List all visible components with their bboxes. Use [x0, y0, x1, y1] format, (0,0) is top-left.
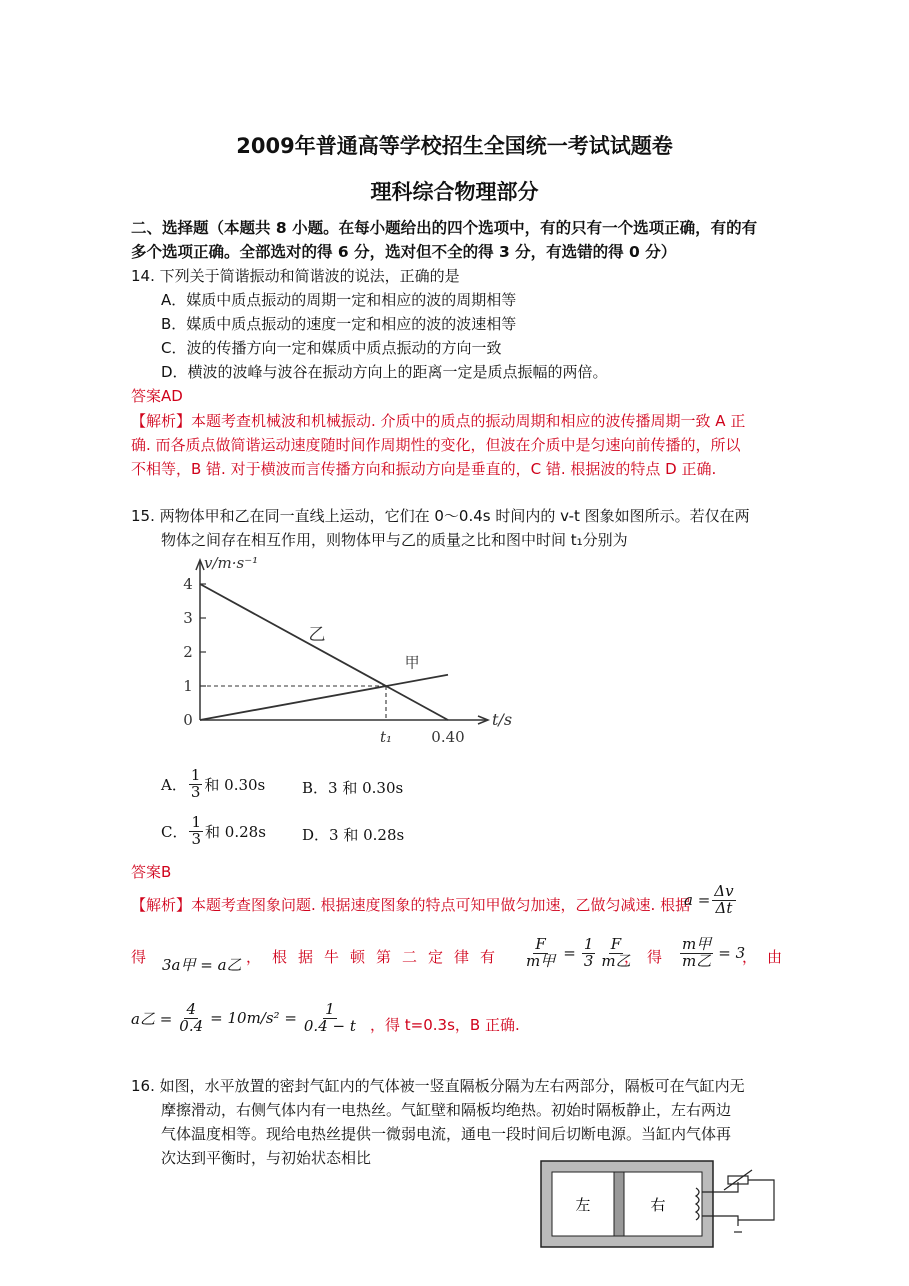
- eq3-f2-den: 0.4 − t: [303, 1016, 356, 1035]
- q15-answer: 答案B: [131, 863, 172, 881]
- q16-stem-line3: 气体温度相等。现给电热丝提供一微弱电流，通电一段时间后切断电源。当缸内气体再: [161, 1125, 732, 1143]
- eq-m-val: = 3: [718, 944, 746, 963]
- eq3-mid: = 10m/s² =: [210, 1009, 297, 1028]
- q15-option-c-label: C．: [161, 822, 188, 841]
- series-label-jia: 甲: [404, 653, 420, 672]
- q15-option-d: D．3 和 0.28s: [302, 826, 405, 844]
- eq3-f1-num: 4: [186, 1000, 196, 1018]
- q16-stem-line2: 摩擦滑动，右侧气体内有一电热丝。气缸壁和隔板均绝热。初始时隔板静止，左右两边: [161, 1101, 732, 1119]
- q14-option-b: B．媒质中质点振动的速度一定和相应的波的波速相等: [161, 315, 517, 333]
- y-tick-label: 1: [183, 677, 193, 695]
- eq-f1-num: F: [535, 935, 546, 953]
- cylinder-figure: [538, 1158, 788, 1250]
- q16-stem-line4: 次达到平衡时，与初始状态相比: [161, 1149, 372, 1167]
- eq-a-den: Δt: [715, 898, 733, 917]
- eq-f2-num: 1: [583, 935, 594, 953]
- q15-analysis-conclusion: ，得 t=0.3s，B 正确.: [370, 1016, 520, 1034]
- page-title: 2009年普通高等学校招生全国统一考试试题卷: [236, 134, 673, 158]
- page-subtitle: 理科综合物理部分: [370, 180, 539, 204]
- section-header-line2: 多个选项正确。全部选对的得 6 分，选对但不全的得 3 分，有选错的得 0 分）: [131, 243, 677, 261]
- y-axis-label: v/m·s⁻¹: [204, 554, 259, 572]
- left-chamber-label: 左: [575, 1196, 591, 1214]
- y-tick-label: 3: [183, 609, 193, 627]
- y-tick-label: 0: [183, 711, 193, 729]
- eq-f2-den: 3: [583, 951, 594, 970]
- partition-plate: [614, 1172, 624, 1236]
- x-axis-label: t/s: [492, 710, 513, 729]
- q14-analysis-line3: 不相等，B 错. 对于横波而言传播方向和振动方向是垂直的，C 错. 根据波的特点 D 正确.: [131, 460, 717, 478]
- series-line-jia: [200, 675, 448, 720]
- q14-analysis-line2: 确. 而各质点做简谐运动速度随时间作周期性的变化，但波在介质中是匀速向前传播的，所以: [131, 436, 741, 454]
- q15-option-c-text: 和 0.28s: [205, 822, 266, 841]
- q15-option-a-num: 1: [190, 766, 201, 784]
- q15-stem-line1: 15. 两物体甲和乙在同一直线上运动，它们在 0～0.4s 时间内的 v-t 图象如图所示。若仅在两: [131, 507, 750, 525]
- eq-m-num: m甲: [682, 935, 712, 953]
- eq-f1-den: m甲: [526, 951, 556, 970]
- q15-option-a-text: 和 0.30s: [204, 775, 266, 794]
- eq-mass-ratio: [678, 937, 745, 970]
- series-line-yi: [200, 584, 448, 720]
- q14-analysis-line1: 【解析】本题考查机械波和机械振动. 介质中的质点的振动周期和相应的波传播周期一致 A 正: [131, 412, 746, 430]
- q14-stem: 14. 下列关于简谐振动和简谐波的说法，正确的是: [131, 267, 460, 285]
- q15-analysis-newton: ，根据牛顿第二定律有: [246, 948, 507, 966]
- q15-analysis-line1: 【解析】本题考查图象问题. 根据速度图象的特点可知甲做匀加速，乙做匀减速. 根据: [131, 896, 691, 914]
- eq-relation: 3a甲 = a乙: [162, 956, 242, 974]
- section-header-line1: 二、选择题（本题共 8 小题。在每小题给出的四个选项中，有的只有一个选项正确，有的有: [131, 219, 758, 237]
- eq3-f2-num: 1: [325, 1000, 335, 1018]
- circuit-return: [738, 1180, 774, 1220]
- x-tick-label-t1: t₁: [379, 728, 393, 746]
- y-tick-label: 4: [183, 575, 193, 593]
- q15-analysis-de2: ，得: [624, 948, 671, 966]
- q15-option-c-num: 1: [191, 813, 202, 831]
- q15-analysis-de: 得: [131, 948, 147, 966]
- q15-stem-line2: 物体之间存在相互作用，则物体甲与乙的质量之比和图中时间 t₁分别为: [161, 531, 628, 549]
- series-label-yi: 乙: [308, 625, 326, 646]
- q15-option-c: [161, 815, 266, 848]
- x-tick-label-040: 0.40: [431, 728, 465, 746]
- q16-stem-line1: 16. 如图，水平放置的密封气缸内的气体被一竖直隔板分隔为左右两部分，隔板可在气缸内无: [131, 1077, 745, 1095]
- eq3-f1-den: 0.4: [179, 1016, 204, 1035]
- q15-option-a-label: A．: [161, 775, 187, 794]
- eq-acceleration: [684, 884, 738, 917]
- q15-option-a-den: 3: [190, 782, 201, 801]
- q15-option-c-den: 3: [191, 829, 202, 848]
- q15-option-a: [161, 768, 265, 801]
- q14-option-a: A．媒质中质点振动的周期一定和相应的波的周期相等: [161, 291, 517, 309]
- q15-option-b: B．3 和 0.30s: [302, 779, 404, 797]
- right-chamber-label: 右: [650, 1196, 666, 1214]
- vt-chart: [170, 548, 530, 758]
- eq-a-lhs: a =: [684, 891, 711, 910]
- y-tick-label: 2: [183, 643, 193, 661]
- q14-option-d: D．横波的波峰与波谷在振动方向上的距离一定是质点振幅的两倍。: [161, 363, 608, 381]
- q14-option-c: C．波的传播方向一定和媒质中质点振动的方向一致: [161, 339, 502, 357]
- eq-m-den: m乙: [682, 951, 712, 970]
- eq-f3-den: m乙: [601, 951, 631, 970]
- eq-equals: =: [563, 944, 576, 963]
- eq-f3-num: F: [610, 935, 622, 953]
- q15-analysis-you: ，由: [742, 948, 793, 966]
- eq-a-yi: [131, 1002, 360, 1035]
- eq-a-num: Δv: [714, 882, 734, 900]
- q14-answer: 答案AD: [131, 387, 183, 405]
- eq3-lhs: a乙 =: [131, 1009, 173, 1028]
- eq-force: [522, 937, 635, 970]
